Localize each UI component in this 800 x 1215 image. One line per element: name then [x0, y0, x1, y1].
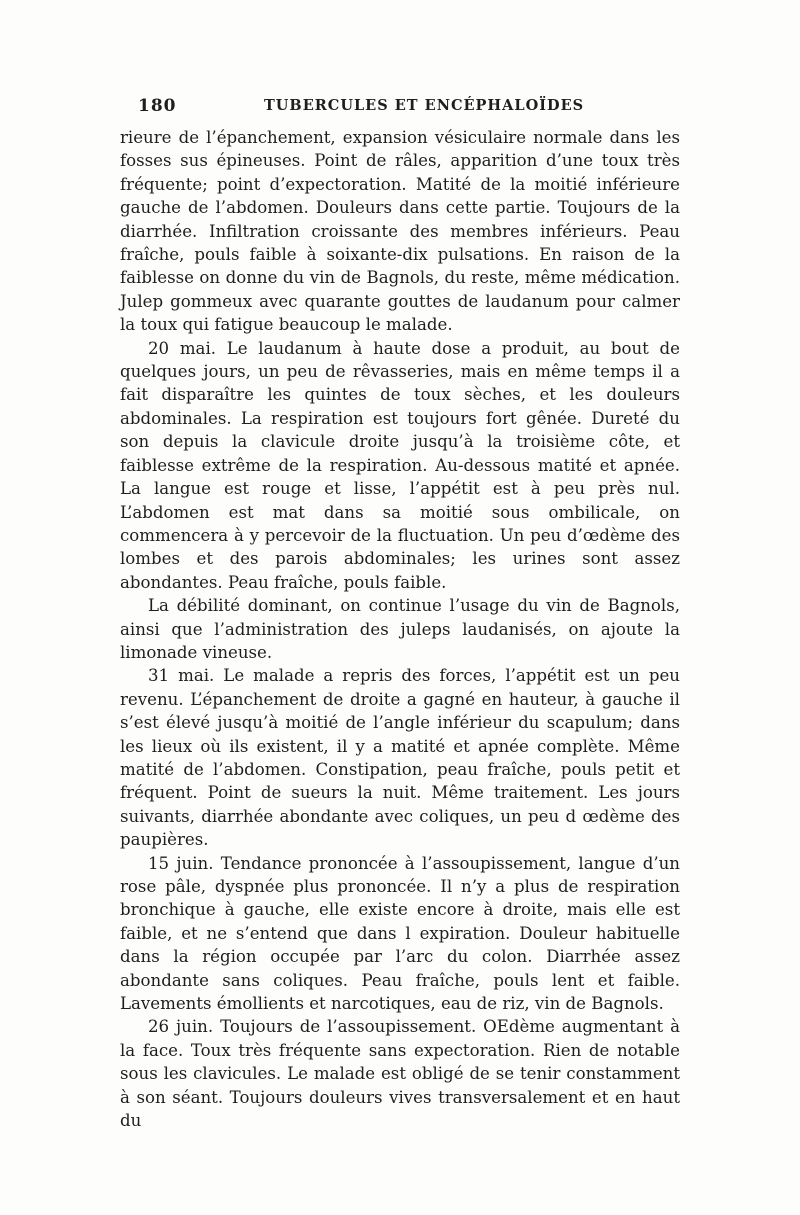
paragraph-31-mai: 31 mai. Le malade a repris des forces, l’appétit est un peu revenu. L’épanchement de droite a gagné en hauteur, à gauche il s’est élevé jusqu’à moitié de l’angle inférieur du scapulum; dans les lieux où ils existent, il y a matité et apnée complète. Même matité de l’abdomen. Constipation, peau fraîche, pouls petit et fréquent. Point de sueurs la nuit. Même traitement. Les jours suivants, diarrhée abondante avec coliques, un peu d œdème des paupières.: [120, 666, 680, 850]
page-number: 180: [138, 96, 177, 116]
page-header: [120, 96, 680, 122]
body-text: [120, 126, 680, 1132]
paragraph-20-mai: 20 mai. Le laudanum à haute dose a produit, au bout de quelques jours, un peu de rêvasseries, mais en même temps il a fait disparaître les quintes de toux sèches, et les douleurs abdominales. La respiration est toujours fort gênée. Dureté du son depuis la clavicule droite jusqu’à la troisième côte, et faiblesse extrême de la respiration. Au-dessous matité et apnée. La langue est rouge et lisse, l’appétit est à peu près nul. L’abdomen est mat dans sa moitié sous ombilicale, on commencera à y percevoir de la fluctuation. Un peu d’œdème des lombes et des parois abdominales; les urines sont assez abondantes. Peau fraîche, pouls faible.: [120, 338, 680, 592]
paragraph-continuation: rieure de l’épanchement, expansion vésiculaire normale dans les fosses sus épineuses. Point de râles, apparition d’une toux très fréquente; point d’expectoration. Matité de la moitié inférieure gauche de l’abdomen. Douleurs dans cette partie. Toujours de la diarrhée. Infiltration croissante des membres inférieurs. Peau fraîche, pouls faible à soixante-dix pulsations. En raison de la faiblesse on donne du vin de Bagnols, du reste, même médication. Julep gommeux avec quarante gouttes de laudanum pour calmer la toux qui fatigue beaucoup le malade.: [120, 128, 680, 335]
paragraph-debilite: La débilité dominant, on continue l’usage du vin de Bagnols, ainsi que l’administration des juleps laudanisés, on ajoute la limonade vineuse.: [120, 596, 680, 662]
paragraph-15-juin: 15 juin. Tendance prononcée à l’assoupissement, langue d’un rose pâle, dyspnée plus prononcée. Il n’y a plus de respiration bronchique à gauche, elle existe encore à droite, mais elle est faible, et ne s’entend que dans l expiration. Douleur habituelle dans la région occupée par l’arc du colon. Diarrhée assez abondante sans coliques. Peau fraîche, pouls lent et faible. Lavements émollients et narcotiques, eau de riz, vin de Bagnols.: [120, 853, 680, 1014]
book-page: [120, 96, 680, 1132]
paragraph-26-juin: 26 juin. Toujours de l’assoupissement. OEdème augmentant à la face. Toux très fréquente sans expectoration. Rien de notable sous les clavicules. Le malade est obligé de se tenir constamment à son séant. Toujours douleurs vives transversalement et en haut du: [120, 1017, 680, 1131]
running-title: TUBERCULES ET ENCÉPHALOÏDES: [264, 97, 585, 114]
